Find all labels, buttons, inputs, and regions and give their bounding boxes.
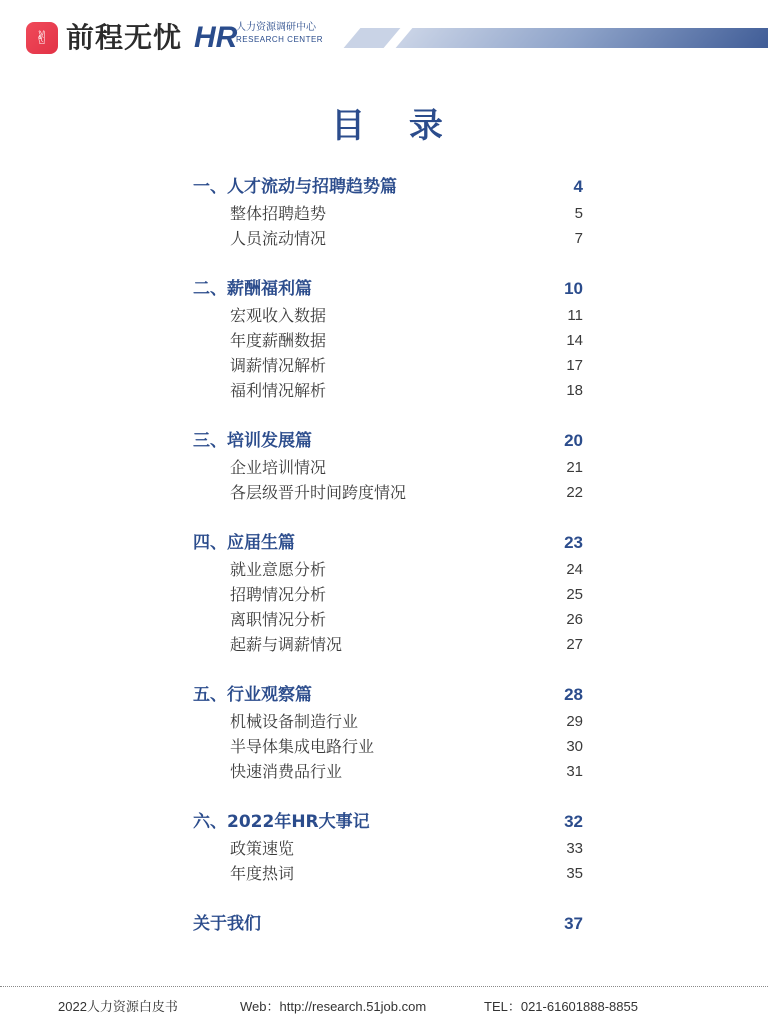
toc-entry-page: 14: [566, 332, 583, 349]
toc-entry[interactable]: [193, 861, 583, 886]
toc-section: [193, 681, 583, 784]
toc-section: [193, 427, 583, 505]
page-header: [0, 0, 768, 62]
toc-entry-page: 22: [566, 484, 583, 501]
toc-heading-label: 五、行业观察篇: [193, 685, 312, 705]
toc-entry-page: 11: [567, 307, 583, 324]
toc-entry-label: 半导体集成电路行业: [230, 737, 375, 756]
toc-entry-label: 人员流动情况: [230, 229, 327, 248]
toc-entry[interactable]: [193, 353, 583, 378]
toc-entry[interactable]: [193, 759, 583, 784]
toc-section: [193, 275, 583, 403]
toc-entry-label: 招聘情况分析: [230, 585, 327, 604]
toc-entry[interactable]: [193, 226, 583, 251]
toc-entry[interactable]: [193, 836, 583, 861]
header-stripe-decoration: [344, 28, 401, 48]
table-of-contents: [193, 173, 583, 962]
toc-entry-label: 机械设备制造行业: [230, 712, 359, 731]
toc-entry[interactable]: [193, 582, 583, 607]
toc-entry[interactable]: [193, 455, 583, 480]
toc-entry-label: 宏观收入数据: [230, 306, 327, 325]
toc-heading-label: 六、2022年HR大事记: [193, 812, 370, 832]
toc-heading-page: 28: [564, 685, 583, 704]
footer-divider: [0, 986, 768, 987]
toc-heading-page: 23: [564, 533, 583, 552]
toc-entry-page: 29: [566, 713, 583, 730]
logo-icon: ✌: [26, 22, 58, 54]
footer-document-name: 2022人力资源白皮书: [58, 999, 178, 1014]
toc-entry-label: 起薪与调薪情况: [230, 635, 343, 654]
toc-entry-page: 27: [566, 636, 583, 653]
toc-entry[interactable]: [193, 607, 583, 632]
toc-entry-page: 7: [574, 230, 583, 247]
hr-center-logo-text: [236, 22, 323, 46]
hr-center-en: RESEARCH CENTER: [236, 35, 324, 44]
toc-section-heading[interactable]: [193, 173, 583, 201]
toc-entry[interactable]: [193, 328, 583, 353]
toc-heading-label: 二、薪酬福利篇: [193, 279, 312, 299]
header-band-decoration: [396, 28, 768, 48]
toc-heading-label: 关于我们: [193, 914, 261, 934]
toc-entry-label: 就业意愿分析: [230, 560, 327, 579]
toc-entry[interactable]: [193, 201, 583, 226]
toc-section-heading[interactable]: [193, 427, 583, 455]
toc-entry-page: 5: [574, 205, 583, 222]
toc-heading-page: 20: [564, 431, 583, 450]
toc-entry-label: 离职情况分析: [230, 610, 327, 629]
toc-entry[interactable]: [193, 303, 583, 328]
toc-entry[interactable]: [193, 480, 583, 505]
toc-heading-label: 四、应届生篇: [193, 533, 295, 553]
toc-entry-label: 调薪情况解析: [230, 356, 327, 375]
toc-heading-page: 10: [564, 279, 583, 298]
toc-entry-page: 31: [566, 763, 583, 780]
toc-entry-page: 30: [566, 738, 583, 755]
toc-entry-label: 政策速览: [230, 839, 295, 858]
toc-entry-label: 年度薪酬数据: [230, 331, 327, 350]
toc-heading-label: 一、人才流动与招聘趋势篇: [193, 177, 397, 197]
toc-section-heading[interactable]: [193, 681, 583, 709]
toc-section: [193, 808, 583, 886]
page-title: 目 录: [331, 106, 459, 146]
toc-entry-page: 26: [566, 611, 583, 628]
toc-entry-page: 24: [566, 561, 583, 578]
toc-section-heading[interactable]: [193, 529, 583, 557]
toc-entry-label: 福利情况解析: [230, 381, 327, 400]
toc-section-heading[interactable]: [193, 910, 583, 938]
toc-entry[interactable]: [193, 378, 583, 403]
toc-entry-label: 快速消费品行业: [230, 762, 343, 781]
toc-entry-label: 年度热词: [230, 864, 295, 883]
footer-website: Web：http://research.51job.com: [240, 999, 427, 1014]
toc-entry-page: 25: [566, 586, 583, 603]
brand-name: 前程无忧: [66, 21, 183, 54]
toc-heading-page: 4: [573, 177, 583, 196]
toc-section-heading[interactable]: [193, 808, 583, 836]
toc-entry-page: 33: [566, 840, 583, 857]
toc-entry-label: 企业培训情况: [230, 458, 327, 477]
toc-entry[interactable]: [193, 557, 583, 582]
toc-entry[interactable]: [193, 709, 583, 734]
toc-heading-page: 37: [564, 914, 583, 933]
toc-section: [193, 529, 583, 657]
toc-entry-page: 17: [566, 357, 583, 374]
toc-entry-page: 18: [566, 382, 583, 399]
toc-heading-label: 三、培训发展篇: [193, 431, 312, 451]
toc-entry[interactable]: [193, 632, 583, 657]
toc-section-heading[interactable]: [193, 275, 583, 303]
hr-logo-mark: HR: [194, 21, 238, 54]
toc-entry-label: 各层级晋升时间跨度情况: [230, 483, 407, 502]
toc-entry[interactable]: [193, 734, 583, 759]
toc-section: [193, 910, 583, 938]
toc-entry-page: 35: [566, 865, 583, 882]
footer-telephone: TEL：021-61601888-8855: [484, 999, 638, 1014]
toc-section: [193, 173, 583, 251]
toc-heading-page: 32: [564, 812, 583, 831]
toc-entry-label: 整体招聘趋势: [230, 204, 327, 223]
toc-entry-page: 21: [566, 459, 583, 476]
hr-center-cn: 人力资源调研中心: [236, 22, 316, 33]
